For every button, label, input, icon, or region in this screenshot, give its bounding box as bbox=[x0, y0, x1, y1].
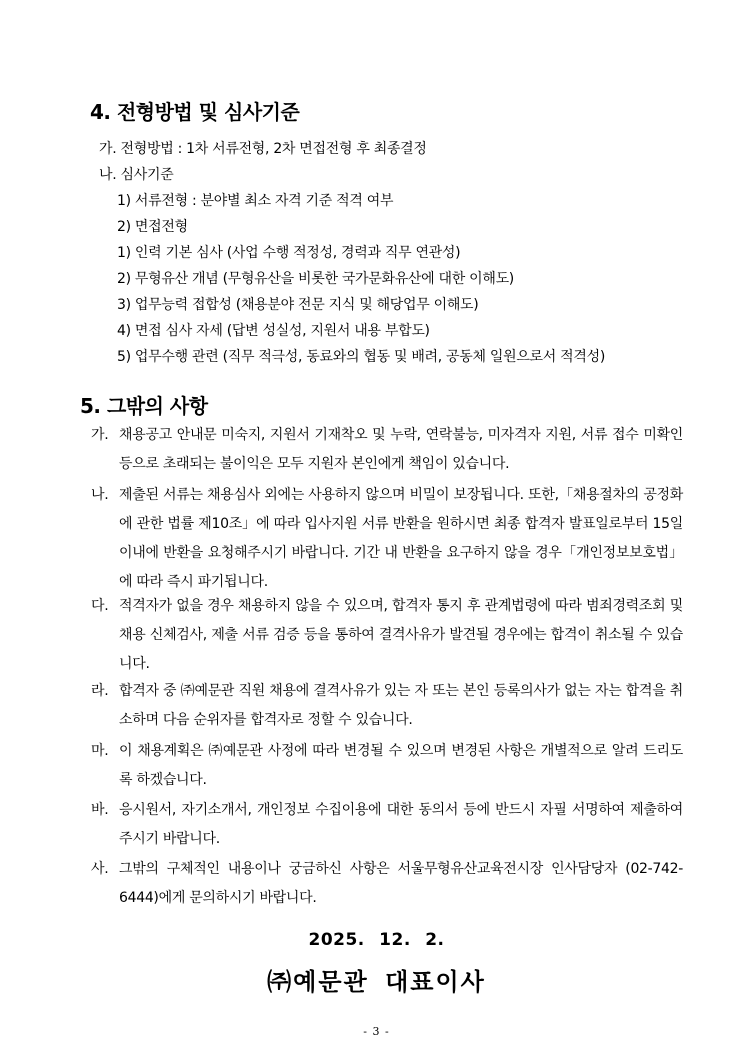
signer-name: ㈜예문관 대표이사 bbox=[267, 967, 486, 996]
paragraph-text: 그밖의 구체적인 내용이나 궁금하신 사항은 서울무형유산교육전시장 인사담당자 (02-742-6444)에게 문의하시기 바랍니다. bbox=[119, 861, 683, 906]
notice-paragraph bbox=[91, 796, 683, 854]
page-number: - 3 - bbox=[363, 1025, 390, 1038]
paragraph-text: 채용공고 안내문 미숙지, 지원서 기재착오 및 누락, 연락불능, 미자격자 지원, 서류 접수 미확인 등으로 초래되는 불이익은 모두 지원자 본인에게 책임이 있습니다. bbox=[119, 427, 683, 472]
notice-paragraph bbox=[91, 677, 683, 735]
criteria-label: 나. 심사기준 bbox=[99, 167, 174, 183]
paragraph-label: 다. bbox=[91, 598, 109, 614]
paragraph-label: 가. bbox=[91, 427, 109, 443]
criteria-item: 4) 면접 심사 자세 (답변 성실성, 지원서 내용 부합도) bbox=[117, 323, 430, 339]
paragraph-text: 응시원서, 자기소개서, 개인정보 수집이용에 대한 동의서 등에 반드시 자필 서명하여 제출하여 주시기 바랍니다. bbox=[119, 802, 683, 847]
paragraph-text: 이 채용계획은 ㈜예문관 사정에 따라 변경될 수 있으며 변경된 사항은 개별적으로 알려 드리도록 하겠습니다. bbox=[119, 743, 683, 788]
paragraph-label: 바. bbox=[91, 802, 109, 818]
section-5-heading: 5. 그밖의 사항 bbox=[80, 394, 208, 418]
paragraph-text: 합격자 중 ㈜예문관 직원 채용에 결격사유가 있는 자 또는 본인 등록의사가 없는 자는 합격을 취소하며 다음 순위자를 합격자로 정할 수 있습니다. bbox=[119, 683, 683, 728]
announcement-date: 2025. 12. 2. bbox=[308, 930, 445, 950]
paragraph-label: 마. bbox=[91, 743, 109, 759]
paragraph-label: 나. bbox=[91, 487, 109, 503]
paragraph-text: 적격자가 없을 경우 채용하지 않을 수 있으며, 합격자 통지 후 관계법령에 따라 범죄경력조회 및 채용 신체검사, 제출 서류 검증 등을 통하여 결격사유가 발견될 경우에는 합격이 취소될 수 있습니다. bbox=[119, 598, 683, 672]
notice-paragraph bbox=[91, 421, 683, 479]
criteria-item: 5) 업무수행 관련 (직무 적극성, 동료와의 협동 및 배려, 공동체 일원으로서 적격성) bbox=[117, 349, 605, 365]
criteria-item: 1) 서류전형 : 분야별 최소 자격 기준 적격 여부 bbox=[117, 193, 394, 209]
notice-paragraph bbox=[91, 855, 683, 913]
paragraph-text: 제출된 서류는 채용심사 외에는 사용하지 않으며 비밀이 보장됩니다. 또한,「채용절차의 공정화에 관한 법률 제10조」에 따라 입사지원 서류 반환을 원하시면 최종 합격자 발표일로부터 15일 이내에 반환을 요청해주시기 바랍니다. 기간 내 반환을 요구하지 않을 경우「개인정보보호법」에 따라 즉시 파기됩니다. bbox=[119, 487, 683, 590]
criteria-item: 3) 업무능력 접합성 (채용분야 전문 지식 및 해당업무 이해도) bbox=[117, 297, 479, 313]
notice-paragraph bbox=[91, 481, 683, 597]
notice-paragraph bbox=[91, 592, 683, 679]
paragraph-label: 사. bbox=[91, 861, 109, 877]
criteria-item: 2) 무형유산 개념 (무형유산을 비롯한 국가문화유산에 대한 이해도) bbox=[117, 271, 514, 287]
criteria-item: 1) 인력 기본 심사 (사업 수행 적정성, 경력과 직무 연관성) bbox=[117, 245, 461, 261]
notice-paragraph bbox=[91, 737, 683, 795]
section-4-heading: 4. 전형방법 및 심사기준 bbox=[90, 100, 300, 124]
selection-method: 가. 전형방법 : 1차 서류전형, 2차 면접전형 후 최종결정 bbox=[99, 141, 427, 157]
paragraph-label: 라. bbox=[91, 683, 109, 699]
criteria-item: 2) 면접전형 bbox=[117, 219, 188, 235]
